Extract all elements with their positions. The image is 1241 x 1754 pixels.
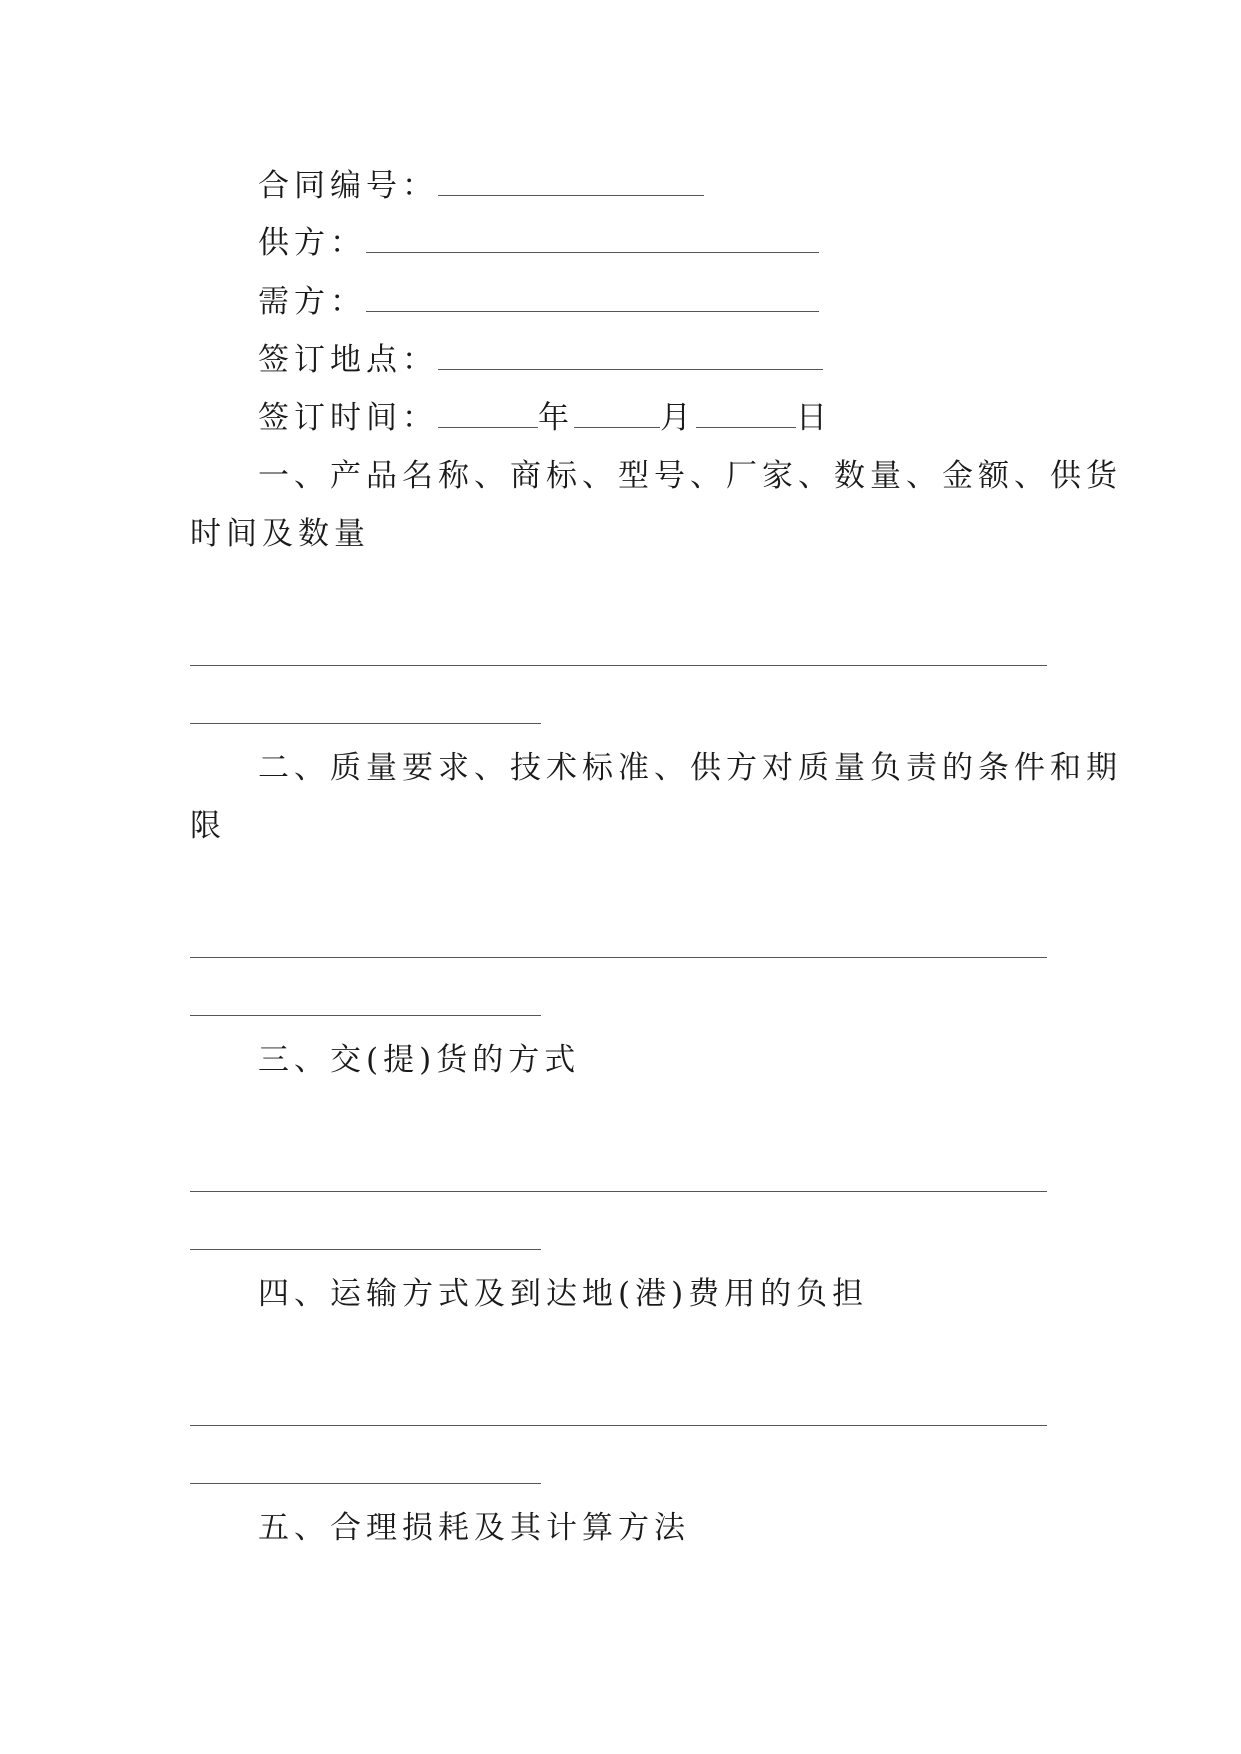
- section-3-blank-line-2: [190, 1249, 541, 1250]
- section-4-blank-line-2: [190, 1483, 541, 1484]
- section-2-blank-line-1: [190, 957, 1047, 958]
- section-4-blank-line-1: [190, 1425, 1047, 1426]
- day-label: 日: [796, 400, 832, 436]
- signing-place-label: 签订地点：: [258, 342, 438, 378]
- supplier-blank: [366, 226, 819, 253]
- contract-number-label: 合同编号：: [258, 168, 438, 204]
- month-blank: [574, 401, 660, 428]
- contract-number-row: [258, 166, 704, 206]
- section-1-blank-line-1: [190, 665, 1047, 666]
- buyer-blank: [366, 285, 819, 312]
- signing-time-label: 签订时间：: [258, 400, 438, 436]
- section-2-heading: 二、质量要求、技术标准、供方对质量负责的条件和期: [258, 750, 1122, 786]
- signing-place-blank: [438, 343, 823, 370]
- section-2-heading-cont: 限: [190, 808, 226, 844]
- section-3-heading: 三、交(提)货的方式: [258, 1042, 581, 1078]
- section-3-blank-line-1: [190, 1191, 1047, 1192]
- year-label: 年: [538, 400, 574, 436]
- supplier-row: [258, 223, 819, 263]
- signing-time-row: [258, 398, 832, 438]
- buyer-label: 需方：: [258, 284, 366, 320]
- section-4-heading: 四、运输方式及到达地(港)费用的负担: [258, 1276, 869, 1312]
- day-blank: [696, 401, 796, 428]
- section-1-heading-cont: 时间及数量: [190, 516, 370, 552]
- section-2-blank-line-2: [190, 1015, 541, 1016]
- month-label: 月: [660, 400, 696, 436]
- section-5-heading: 五、合理损耗及其计算方法: [258, 1510, 690, 1546]
- section-1-heading: 一、产品名称、商标、型号、厂家、数量、金额、供货: [258, 458, 1122, 494]
- year-blank: [438, 401, 538, 428]
- signing-place-row: [258, 340, 823, 380]
- contract-number-blank: [438, 169, 704, 196]
- buyer-row: [258, 282, 819, 322]
- section-1-blank-line-2: [190, 723, 541, 724]
- supplier-label: 供方：: [258, 225, 366, 261]
